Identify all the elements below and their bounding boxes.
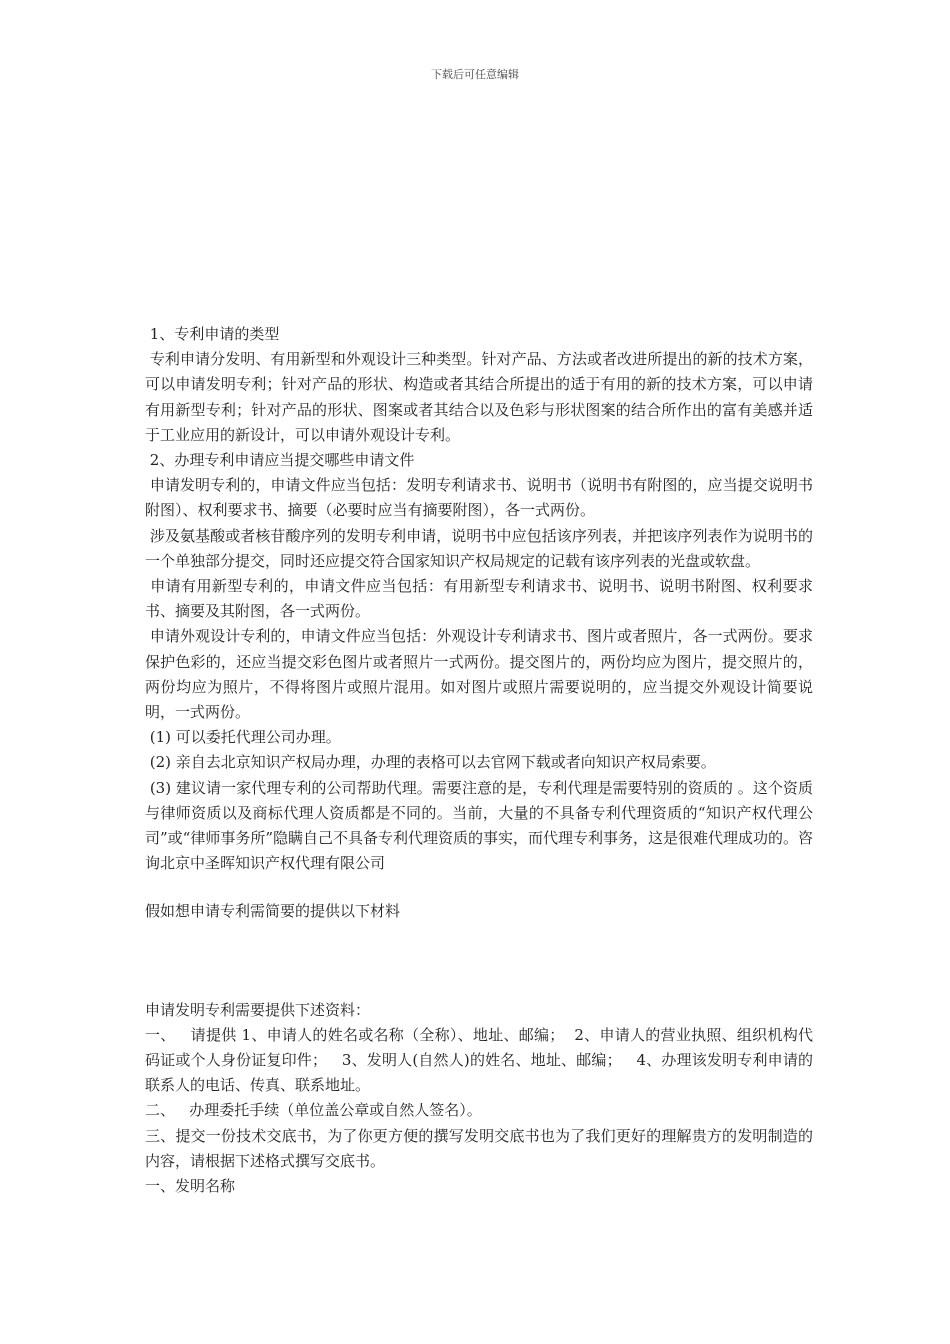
materials-intro: 假如想申请专利需简要的提供以下材料	[145, 902, 401, 921]
invention-materials-title: 申请发明专利需要提供下述资料：	[145, 1000, 371, 1019]
section-2-title: 2、办理专利申请应当提交哪些申请文件	[145, 451, 415, 470]
paragraph-spacer	[145, 925, 813, 998]
paragraph-spacer	[145, 876, 813, 899]
invention-requirements: 申请发明专利的，申请文件应当包括：发明专利请求书、说明书（说明书有附图的，应当提交说明书附图）、权利要求书、摘要（必要时应当有摘要附图），各一式两份。	[145, 476, 813, 520]
document-body	[145, 322, 813, 1199]
design-requirements: 申请外观设计专利的，申请文件应当包括：外观设计专利请求书、图片或者照片，各一式两份。要求保护色彩的，还应当提交彩色图片或者照片一式两份。提交图片的，两份均应为图片，提交照片的，两份均应为照片，不得将图片或照片混用。如对图片或照片需要说明的，应当提交外观设计简要说明，一式两份。	[145, 627, 813, 722]
sequence-requirements: 涉及氨基酸或者核苷酸序列的发明专利申请，说明书中应包括该序列表，并把该序列表作为说明书的一个单独部分提交，同时还应提交符合国家知识产权局规定的记载有该序列表的光盘或软盘。	[145, 526, 813, 570]
utility-model-requirements: 申请有用新型专利的，申请文件应当包括：有用新型专利请求书、说明书、说明书附图、权利要求书、摘要及其附图，各一式两份。	[145, 577, 813, 621]
page-header: 下载后可任意编辑	[431, 68, 519, 81]
step-3-item-1: 一、发明名称	[145, 1177, 236, 1196]
step-3: 三、提交一份技术交底书，为了你更方便的撰写发明交底书也为了我们更好的理解贵方的发明制造的内容，请根据下述格式撰写交底书。	[145, 1126, 813, 1170]
step-2: 二、 办理委托手续（单位盖公章或自然人签名）。	[145, 1101, 482, 1120]
section-1-title: 1、专利申请的类型	[145, 325, 280, 343]
option-item-2: (2) 亲自去北京知识产权局办理，办理的表格可以去官网下载或者向知识产权局索要。	[145, 753, 716, 772]
option-item-1: (1) 可以委托代理公司办理。	[145, 728, 341, 747]
section-1-body: 专利申请分发明、有用新型和外观设计三种类型。针对产品、方法或者改进所提出的新的技术方案，可以申请发明专利；针对产品的形状、构造或者其结合所提出的适于有用的新的技术方案，可以申请有用新型专利；针对产品的形状、图案或者其结合以及色彩与形状图案的结合所作出的富有美感并适于工业应用的新设计，可以申请外观设计专利。	[145, 350, 813, 444]
step-1: 一、 请提供 1、申请人的姓名或名称（全称）、地址、邮编； 2、申请人的营业执照、组织机构代码证或个人身份证复印件； 3、发明人(自然人)的姓名、地址、邮编； 4、办理该发明专利申请的联系人的电话、传真、联系地址。	[145, 1025, 813, 1095]
option-item-3: (3) 建议请一家代理专利的公司帮助代理。需要注意的是，专利代理是需要特别的资质的 。这个资质与律师资质以及商标代理人资质都是不同的。当前，大量的不具备专利代理资质的“知识产权代理公司”或“律师事务所”隐瞒自己不具备专利代理资质的事实，而代理专利事务，这是很难代理成功的。咨询北京中圣晖知识产权代理有限公司	[145, 778, 814, 873]
